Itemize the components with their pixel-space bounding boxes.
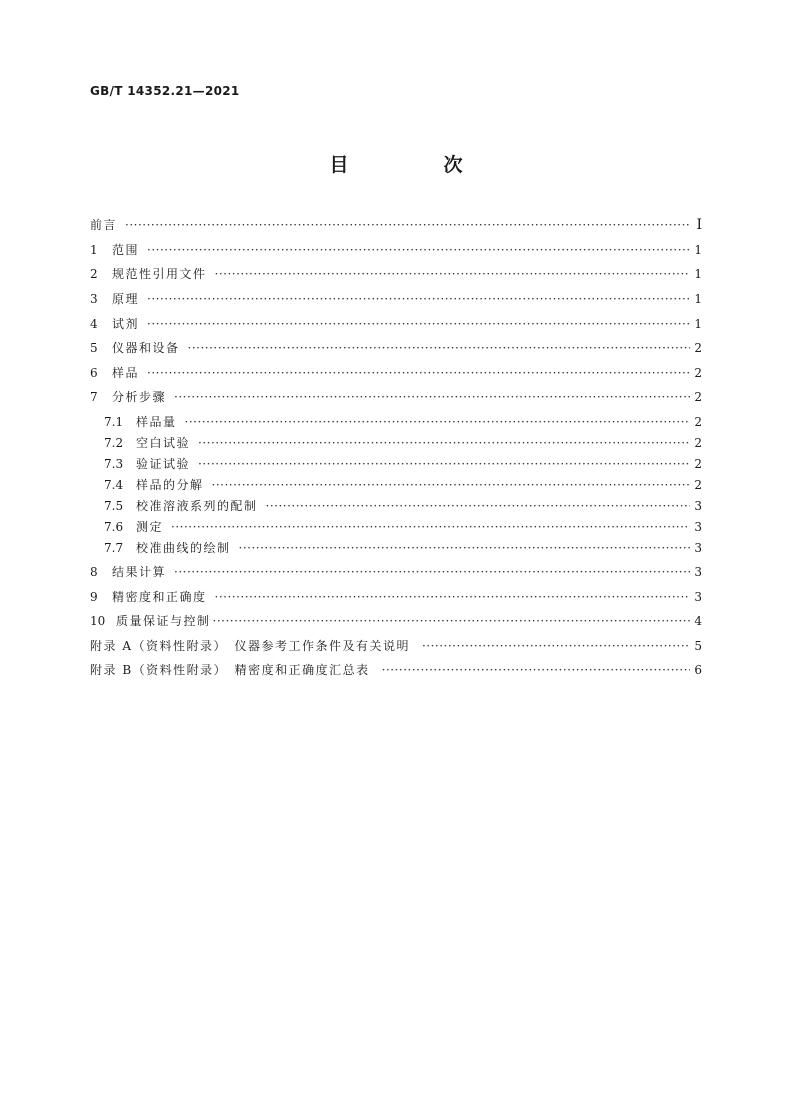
- toc-dot-leader: [147, 363, 690, 383]
- toc-dot-leader: [215, 587, 690, 607]
- toc-entry-label: 原理: [112, 292, 140, 306]
- toc-entry-label: 样品的分解: [136, 478, 204, 492]
- toc-entry-7-4[interactable]: [104, 475, 702, 495]
- toc-dot-leader: [213, 611, 690, 631]
- toc-entry-number: 2: [90, 267, 98, 281]
- toc-entry-number: 7.3: [104, 457, 124, 471]
- toc-entry-number: 6: [90, 366, 98, 380]
- toc-entry-9[interactable]: [90, 587, 702, 607]
- toc-entry-page: 3: [694, 520, 702, 534]
- toc-entry-label: 范围: [112, 243, 140, 257]
- toc-entry-label: 测定: [136, 520, 164, 534]
- standard-code: GB/T 14352.21—2021: [90, 84, 240, 98]
- toc-entry-5[interactable]: [90, 338, 702, 358]
- toc-entry-2[interactable]: [90, 264, 702, 284]
- toc-entry-appendix-b[interactable]: [90, 660, 702, 680]
- toc-entry-appendix-a[interactable]: [90, 636, 702, 656]
- toc-entry-page: 2: [694, 478, 702, 492]
- toc-entry-1[interactable]: [90, 240, 702, 260]
- toc-entry-page: 2: [694, 366, 702, 380]
- toc-entry-number: 3: [90, 292, 98, 306]
- toc-entry-label: 分析步骤: [112, 390, 167, 404]
- toc-entry-6[interactable]: [90, 363, 702, 383]
- toc-entry-label: 空白试验: [136, 436, 191, 450]
- toc-entry-page: 1: [694, 267, 702, 281]
- toc-entry-page: 2: [694, 341, 702, 355]
- toc-entry-label: 校准曲线的绘制: [136, 541, 231, 555]
- toc-entry-label: 校准溶液系列的配制: [136, 499, 258, 513]
- toc-entry-number: 9: [90, 590, 98, 604]
- toc-entry-label: 试剂: [112, 317, 140, 331]
- toc-dot-leader: [239, 538, 690, 558]
- toc-entry-8[interactable]: [90, 562, 702, 582]
- toc-entry-number: 7: [90, 390, 98, 404]
- toc-entry-label: 精密度和正确度: [112, 590, 207, 604]
- toc-entry-page: 2: [694, 436, 702, 450]
- toc-entry-number: 8: [90, 565, 98, 579]
- toc-entry-page: 3: [694, 499, 702, 513]
- toc-entry-page: Ⅰ: [696, 217, 702, 233]
- toc-dot-leader: [382, 660, 690, 680]
- toc-dot-leader: [198, 454, 690, 474]
- toc-entry-label: 样品: [112, 366, 140, 380]
- toc-dot-leader: [212, 475, 690, 495]
- toc-entry-7-7[interactable]: [104, 538, 702, 558]
- toc-dot-leader: [188, 338, 690, 358]
- toc-entry-label: 规范性引用文件: [112, 267, 207, 281]
- toc-dot-leader: [174, 562, 690, 582]
- toc-entry-number: 7.5: [104, 499, 124, 513]
- toc-entry-number: 4: [90, 317, 98, 331]
- toc-dot-leader: [198, 433, 690, 453]
- toc-dot-leader: [185, 412, 690, 432]
- toc-dot-leader: [266, 496, 690, 516]
- toc-dot-leader: [147, 240, 690, 260]
- toc-dot-leader: [422, 636, 690, 656]
- toc-entry-number: 7.2: [104, 436, 124, 450]
- toc-entry-page: 5: [694, 639, 702, 653]
- toc-entry-label: 样品量: [136, 415, 177, 429]
- toc-dot-leader: [147, 289, 690, 309]
- toc-dot-leader: [174, 387, 690, 407]
- toc-entry-4[interactable]: [90, 314, 702, 334]
- toc-entry-page: 2: [694, 457, 702, 471]
- toc-entry-label: 前言: [90, 218, 118, 232]
- toc-entry-7[interactable]: [90, 387, 702, 407]
- toc-dot-leader: [147, 314, 690, 334]
- toc-entry-label: 仪器和设备: [112, 341, 180, 355]
- toc-entry-number: 10: [90, 614, 106, 628]
- toc-entry-page: 3: [694, 565, 702, 579]
- toc-dot-leader: [171, 517, 690, 537]
- toc-entry-page: 6: [694, 663, 702, 677]
- toc-entry-page: 1: [694, 317, 702, 331]
- toc-entry-number: 7.7: [104, 541, 124, 555]
- toc-entry-7-1[interactable]: [104, 412, 702, 432]
- toc-dot-leader: [125, 215, 690, 235]
- toc-entry-10[interactable]: [90, 611, 702, 631]
- toc-entry-page: 4: [694, 614, 702, 628]
- toc-entry-number: 7.4: [104, 478, 124, 492]
- toc-entry-foreword[interactable]: [90, 215, 702, 235]
- toc-entry-label: 附录 A（资料性附录） 仪器参考工作条件及有关说明: [90, 639, 410, 653]
- toc-entry-label: 验证试验: [136, 457, 191, 471]
- toc-entry-page: 1: [694, 292, 702, 306]
- toc-entry-3[interactable]: [90, 289, 702, 309]
- toc-entry-page: 1: [694, 243, 702, 257]
- toc-entry-number: 5: [90, 341, 98, 355]
- toc-entry-page: 3: [694, 590, 702, 604]
- toc-entry-number: 7.6: [104, 520, 124, 534]
- toc-entry-label: 结果计算: [112, 565, 167, 579]
- toc-entry-7-2[interactable]: [104, 433, 702, 453]
- toc-entry-page: 3: [694, 541, 702, 555]
- toc-entry-7-6[interactable]: [104, 517, 702, 537]
- page-title: 目 次: [329, 154, 501, 176]
- toc-entry-7-3[interactable]: [104, 454, 702, 474]
- toc-entry-7-5[interactable]: [104, 496, 702, 516]
- toc-entry-number: 7.1: [104, 415, 124, 429]
- toc-entry-number: 1: [90, 243, 98, 257]
- toc-entry-page: 2: [694, 390, 702, 404]
- toc-dot-leader: [215, 264, 690, 284]
- toc-entry-label: 附录 B（资料性附录） 精密度和正确度汇总表: [90, 663, 370, 677]
- toc-entry-label: 质量保证与控制: [116, 614, 211, 628]
- toc-entry-page: 2: [694, 415, 702, 429]
